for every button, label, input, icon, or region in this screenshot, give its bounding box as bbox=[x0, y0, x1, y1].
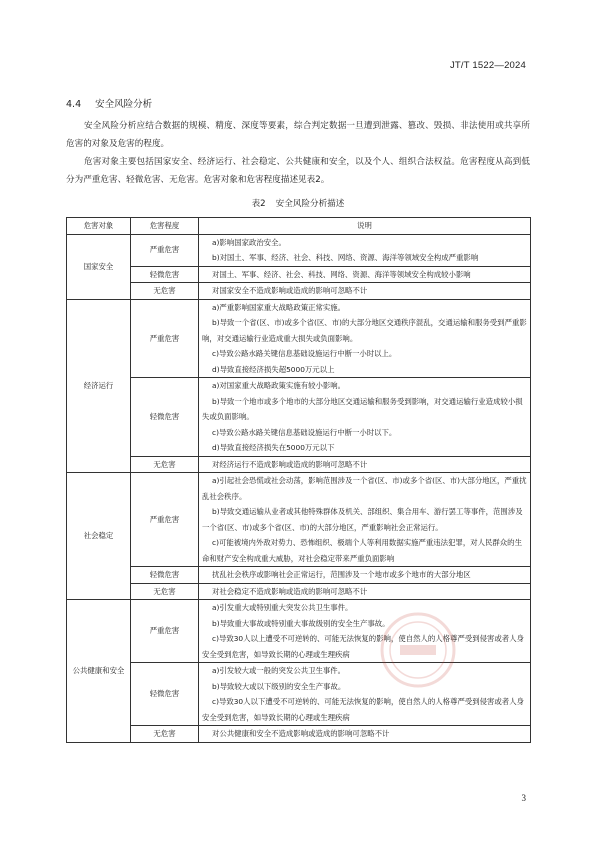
table-row bbox=[67, 234, 531, 266]
column-header: 说明 bbox=[199, 218, 531, 235]
table-row bbox=[67, 567, 531, 584]
description-cell bbox=[199, 266, 531, 283]
hazard-level-cell: 轻微危害 bbox=[131, 378, 199, 457]
hazard-level-cell: 严重危害 bbox=[131, 234, 199, 266]
description-line: 对社会稳定不造成影响或造成的影响可忽略不计 bbox=[212, 586, 368, 596]
hazard-level-cell: 无危害 bbox=[131, 283, 199, 300]
hazard-level-cell: 严重危害 bbox=[131, 299, 199, 378]
table-row bbox=[67, 583, 531, 600]
description-cell bbox=[199, 583, 531, 600]
description-line: c)可能被境内外敌对势力、恐怖组织、极端个人等利用数据实施严重违法犯罪，对人民群众的生命和财产安全构成重大威胁，对社会稳定带来严重负面影响 bbox=[202, 538, 522, 563]
section-heading bbox=[66, 96, 152, 110]
table-row bbox=[67, 299, 531, 378]
description-line: c)导致30人以上遭受不可逆转的、可能无法恢复的影响，使自然人的人格尊严受到侵害或者人身安全受到危害，如导致长期的心理或生理疾病 bbox=[202, 634, 524, 659]
description-line: a)引起社会恐慌或社会动荡，影响范围涉及一个省(区、市)或多个省(区、市)大部分地区，严重扰乱社会秩序。 bbox=[202, 476, 527, 501]
hazard-level-cell: 轻微危害 bbox=[131, 266, 199, 283]
table-row bbox=[67, 726, 531, 743]
risk-analysis-table bbox=[66, 217, 531, 743]
description-cell bbox=[199, 378, 531, 457]
description-cell bbox=[199, 234, 531, 266]
description-cell bbox=[199, 600, 531, 663]
section-number: 4.4 bbox=[66, 99, 82, 110]
description-line: b)导致一个地市或多个地市的大部分地区交通运输和服务受到影响，对交通运输行业造成较小损失或负面影响。 bbox=[202, 396, 523, 421]
description-line: b)导致一个省(区、市)或多个省(区、市)的大部分地区交通秩序混乱，交通运输和服务受到严重影响，对交通运输行业造成重大损失或负面影响。 bbox=[202, 318, 527, 343]
hazard-level-cell: 无危害 bbox=[131, 583, 199, 600]
description-cell bbox=[199, 726, 531, 743]
description-line: 对经济运行不造成影响或造成的影响可忽略不计 bbox=[212, 459, 368, 469]
table-row bbox=[67, 266, 531, 283]
description-line: b)导致较大或以下级别的安全生产事故。 bbox=[212, 681, 346, 691]
description-line: b)导致交通运输从业者或其他特殊群体及机关、部组织、集合用车、游行罢工等事件，范围涉及一个省(区、市)或多个省(区、市)的大部分地区，严重影响社会正常运行。 bbox=[202, 507, 523, 532]
description-line: 扰乱社会秩序或影响社会正常运行，范围涉及一个地市或多个地市的大部分地区 bbox=[212, 570, 471, 579]
paragraph: 安全风险分析应结合数据的规模、精度、深度等要素，综合判定数据一旦遭到泄露、篡改、毁损、非法使用或共享所危害的对象及危害的程度。 bbox=[66, 121, 530, 149]
description-line: 对公共健康和安全不造成影响或造成的影响可忽略不计 bbox=[212, 729, 390, 738]
column-header: 危害对象 bbox=[67, 218, 131, 235]
table-row bbox=[67, 600, 531, 663]
table-title: 安全风险分析描述 bbox=[275, 199, 345, 209]
page-number: 3 bbox=[521, 793, 526, 803]
description-cell bbox=[199, 473, 531, 567]
table-row bbox=[67, 378, 531, 457]
description-line: 对国家安全不造成影响或造成的影响可忽略不计 bbox=[212, 286, 368, 295]
hazard-level-cell: 轻微危害 bbox=[131, 663, 199, 726]
table-row bbox=[67, 456, 531, 473]
table-row bbox=[67, 663, 531, 726]
description-line: 对国土、军事、经济、社会、科技、网络、资源、海洋等领域安全构成较小影响 bbox=[212, 269, 471, 279]
watermark-seal-icon bbox=[378, 610, 458, 690]
description-line: d)导致直接经济损失超5000万元以上 bbox=[212, 364, 335, 374]
description-cell bbox=[199, 567, 531, 584]
description-line: d)导致直接经济损失在5000万元以下 bbox=[212, 443, 335, 452]
hazard-level-cell: 严重危害 bbox=[131, 600, 199, 663]
table-row bbox=[67, 473, 531, 567]
description-line: c)导致30人以下遭受不可逆转的、可能无法恢复的影响，使自然人的人格尊严受到侵害或者人身安全受到危害，如导致长期的心理或生理疾病 bbox=[202, 697, 524, 722]
paragraph: 危害对象主要包括国家安全、经济运行、社会稳定、公共健康和安全，以及个人、组织合法权益。危害程度从高到低分为严重危害、轻微危害、无危害。危害对象和危害程度描述见表2。 bbox=[66, 157, 530, 185]
hazard-object-cell: 国家安全 bbox=[67, 234, 131, 299]
hazard-object-cell: 经济运行 bbox=[67, 299, 131, 473]
hazard-level-cell: 严重危害 bbox=[131, 473, 199, 567]
hazard-level-cell: 轻微危害 bbox=[131, 567, 199, 584]
hazard-level-cell: 无危害 bbox=[131, 726, 199, 743]
description-cell bbox=[199, 456, 531, 473]
table-row bbox=[67, 283, 531, 300]
description-line: a)引发较大或一般的突发公共卫生事件。 bbox=[212, 666, 346, 675]
description-line: a)对国家重大战略政策实施有较小影响。 bbox=[212, 381, 346, 390]
table-number: 表2 bbox=[251, 199, 266, 209]
description-line: c)导致公路水路关键信息基础设施运行中断一小时以上。 bbox=[212, 349, 397, 358]
hazard-object-cell: 公共健康和安全 bbox=[67, 600, 131, 743]
description-line: a)影响国家政治安全。 bbox=[212, 237, 286, 247]
description-cell bbox=[199, 283, 531, 300]
table-caption bbox=[0, 197, 596, 209]
description-line: b)对国土、军事、经济、社会、科技、网络、资源、海洋等领域安全构成严重影响 bbox=[212, 253, 479, 262]
standard-code: JT/T 1522—2024 bbox=[449, 60, 526, 71]
hazard-level-cell: 无危害 bbox=[131, 456, 199, 473]
description-line: b)导致重大事故或特别重大事故级别的安全生产事故。 bbox=[212, 618, 390, 628]
column-header: 危害程度 bbox=[131, 218, 199, 235]
description-line: a)引发重大或特别重大突发公共卫生事件。 bbox=[212, 603, 353, 612]
section-title: 安全风险分析 bbox=[95, 99, 153, 110]
table-header-row bbox=[67, 218, 531, 235]
description-line: a)严重影响国家重大战略政策正常实施。 bbox=[212, 302, 346, 312]
description-cell bbox=[199, 663, 531, 726]
table-body bbox=[67, 234, 531, 742]
description-cell bbox=[199, 299, 531, 378]
hazard-object-cell: 社会稳定 bbox=[67, 473, 131, 600]
description-line: c)导致公路水路关键信息基础设施运行中断一小时以下。 bbox=[212, 427, 397, 437]
